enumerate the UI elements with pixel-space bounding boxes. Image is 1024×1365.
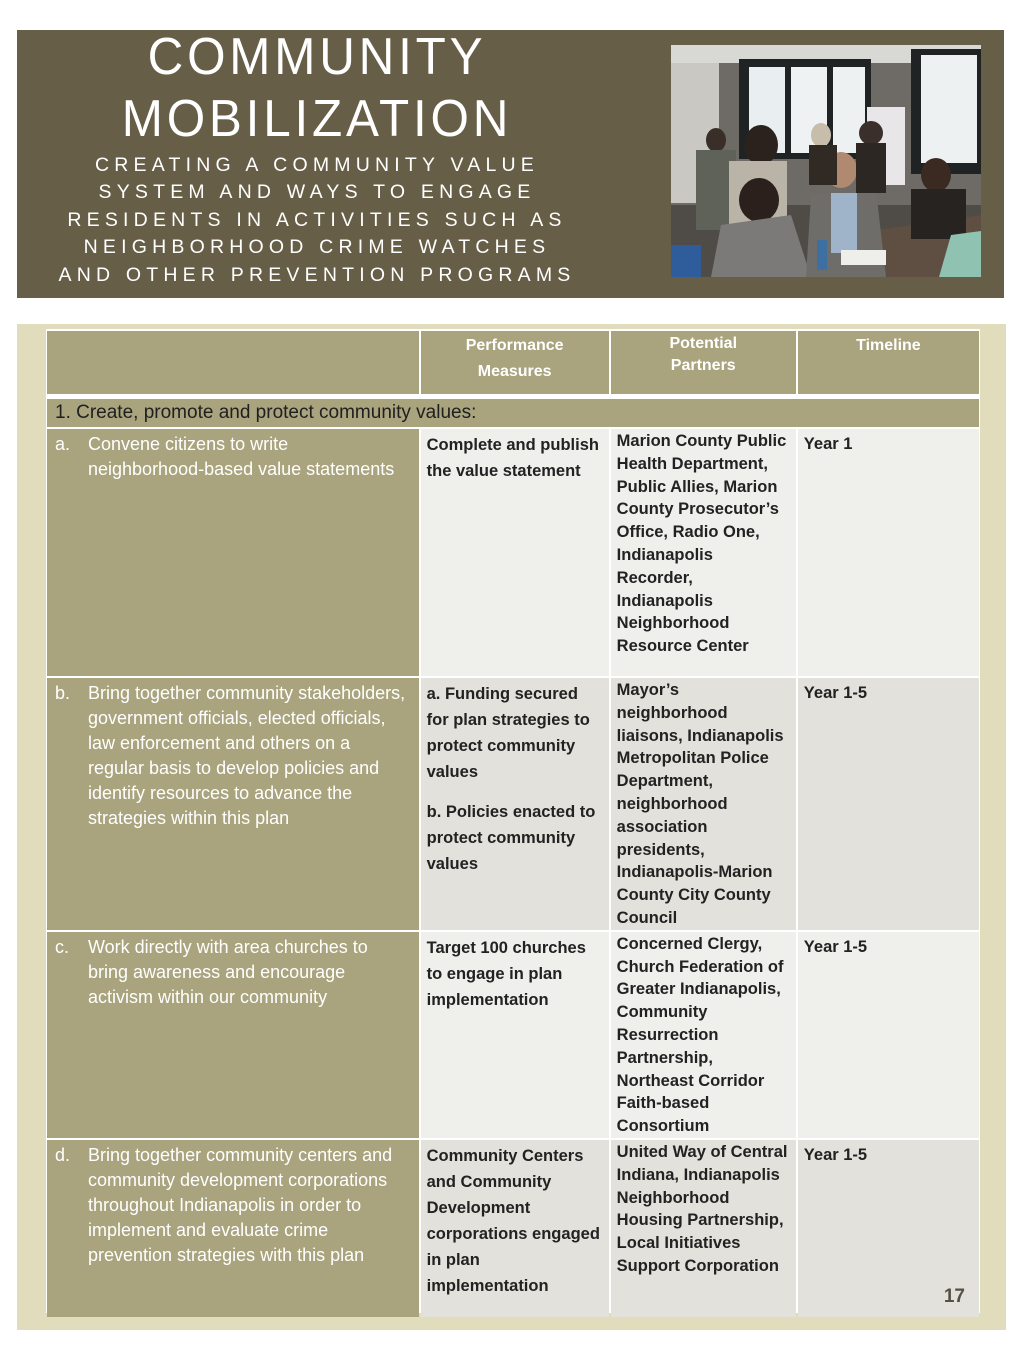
task-label: c. bbox=[55, 936, 70, 957]
community-meeting-photo bbox=[671, 45, 981, 277]
measures-cell bbox=[421, 429, 609, 676]
timeline-cell bbox=[798, 1140, 979, 1317]
header-potential-partners bbox=[611, 331, 796, 394]
subtitle bbox=[37, 152, 597, 289]
spacer-row bbox=[47, 396, 979, 397]
measure-text: b. Policies enacted to protect community values bbox=[426, 803, 596, 873]
task-cell bbox=[47, 1140, 419, 1317]
measure-text: Target 100 churches to engage in plan implementation bbox=[426, 938, 586, 1009]
strategy-table-container bbox=[46, 329, 980, 1313]
task-text: Work directly with area churches to bring awareness and encourage activism within our community bbox=[88, 936, 368, 1007]
task-cell bbox=[47, 678, 419, 930]
timeline-cell: Year 1 bbox=[798, 429, 979, 676]
section-title: 1. Create, promote and protect community values: bbox=[47, 399, 979, 427]
partners-cell: Concerned Clergy, Church Federation of Greater Indianapolis, Community Resurrection Partnership, Northeast Corridor Faith-based Consortium bbox=[611, 932, 796, 1138]
strategy-table bbox=[45, 329, 981, 1319]
photo-illustration bbox=[671, 45, 981, 277]
header-performance-measures bbox=[421, 331, 609, 394]
measure-text: Complete and publish the value statement bbox=[426, 436, 599, 480]
measure-text: Community Centers and Community Development corporations engaged in plan implementation bbox=[426, 1146, 600, 1295]
measures-cell bbox=[421, 1140, 609, 1317]
task-text: Bring together community centers and community development corporations throughout Indianapolis in order to implement and evaluate crime prevention strategies with this plan bbox=[88, 1144, 393, 1265]
measures-cell bbox=[421, 678, 609, 930]
title-block bbox=[37, 30, 597, 289]
partners-cell: United Way of Central Indiana, Indianapolis Neighborhood Housing Partnership, Local Initiatives Support Corporation bbox=[611, 1140, 796, 1317]
task-text: Bring together community stakeholders, government officials, elected officials, law enforcement and others on a regular basis to develop policies and identify resources to advance the strategies within this plan bbox=[88, 683, 406, 828]
subtitle-line: AND OTHER PREVENTION PROGRAMS bbox=[58, 263, 576, 286]
subtitle-line: NEIGHBORHOOD CRIME WATCHES bbox=[83, 236, 551, 259]
table-row bbox=[47, 1140, 979, 1317]
header-timeline bbox=[798, 331, 979, 394]
table-header-row bbox=[47, 331, 979, 394]
header-text: Timeline bbox=[856, 337, 921, 354]
table-row bbox=[47, 429, 979, 676]
partners-cell: Mayor’s neighborhood liaisons, Indianapolis Metropolitan Police Department, neighborhood association presidents, Indianapolis-Marion County City County Council bbox=[611, 678, 796, 930]
measures-cell bbox=[421, 932, 609, 1138]
timeline-cell: Year 1-5 bbox=[798, 678, 979, 930]
header-text: Partners bbox=[670, 357, 736, 374]
header-cell-blank bbox=[47, 331, 419, 394]
header-text: Potential bbox=[669, 335, 738, 352]
page-title-line-2: MOBILIZATION bbox=[121, 90, 513, 148]
measure-spacer bbox=[427, 785, 603, 799]
subtitle-line: CREATING A COMMUNITY VALUE bbox=[94, 154, 539, 176]
table-row bbox=[47, 678, 979, 930]
section-row bbox=[47, 399, 979, 427]
subtitle-line: RESIDENTS IN ACTIVITIES SUCH AS bbox=[67, 208, 567, 231]
task-text: Convene citizens to write neighborhood-based value statements bbox=[88, 434, 395, 479]
task-label: a. bbox=[55, 434, 71, 454]
task-label: d. bbox=[55, 1144, 71, 1165]
subtitle-line: SYSTEM AND WAYS TO ENGAGE bbox=[98, 181, 536, 204]
header-text: Performance bbox=[465, 337, 564, 354]
measure-text: a. Funding secured for plan strategies to protect community values bbox=[426, 685, 590, 781]
task-label: b. bbox=[55, 683, 71, 703]
timeline-cell: Year 1-5 bbox=[798, 932, 979, 1138]
header-text: Measures bbox=[477, 363, 552, 380]
header-banner bbox=[17, 30, 1004, 298]
task-cell bbox=[47, 429, 419, 676]
partners-cell: Marion County Public Health Department, Public Allies, Marion County Prosecutor’s Office, Radio One, Indianapolis Recorder, Indianapolis Neighborhood Resource Center bbox=[611, 429, 796, 676]
task-cell bbox=[47, 932, 419, 1138]
page-number: 17 bbox=[943, 1285, 965, 1307]
page-title-line-1: COMMUNITY bbox=[147, 28, 487, 86]
timeline-text: Year 1-5 bbox=[803, 1145, 868, 1164]
table-row bbox=[47, 932, 979, 1138]
